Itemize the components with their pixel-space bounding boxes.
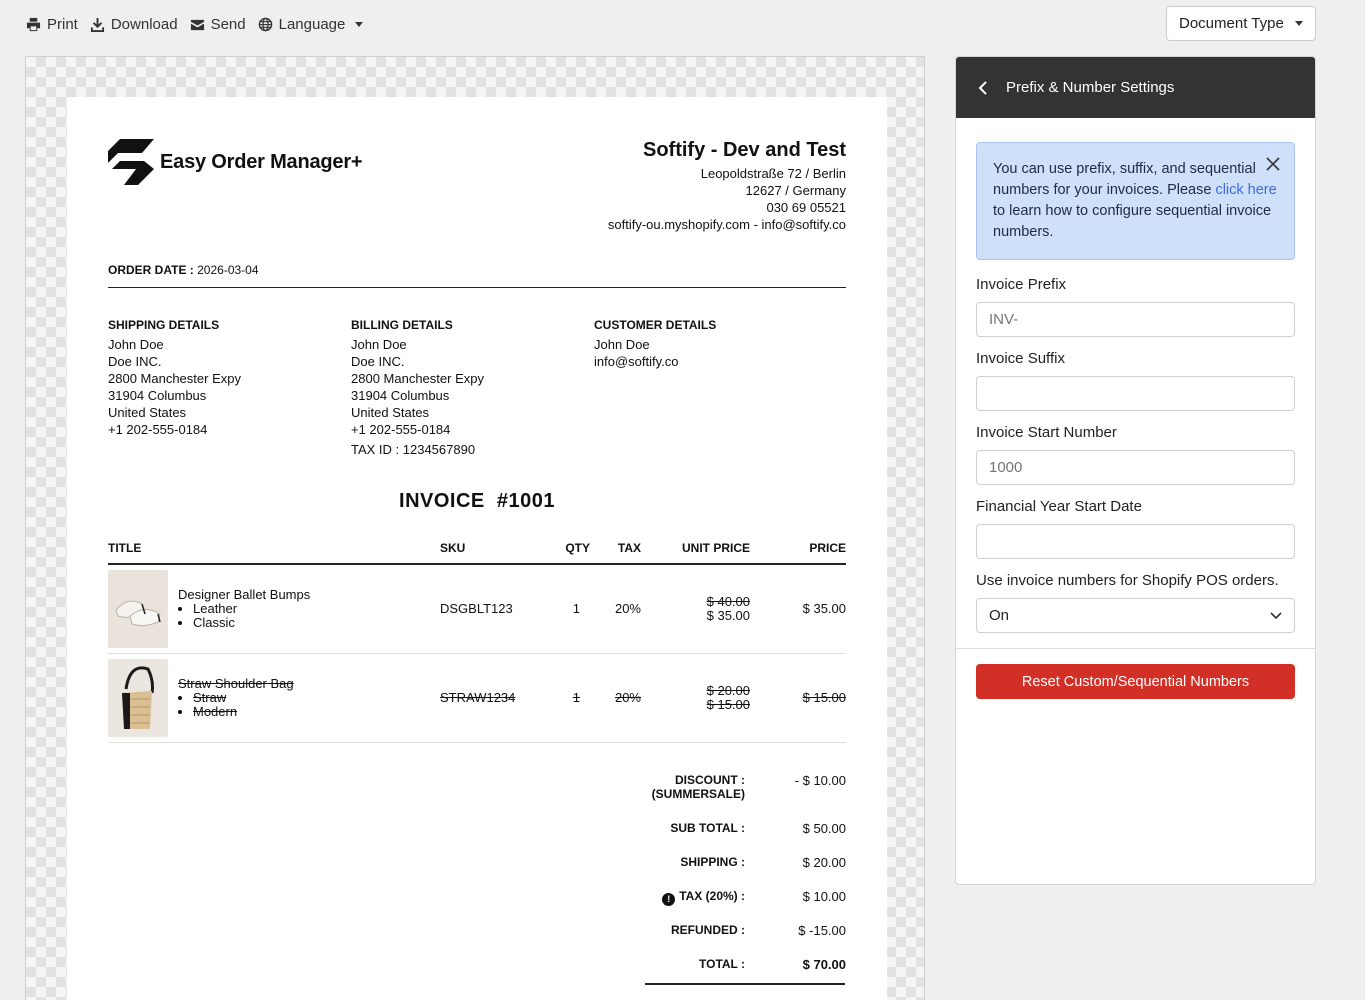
discount-value: - $ 10.00: [794, 773, 846, 788]
item-unit-price-old: $ 40.00: [706, 593, 750, 609]
item-price: $ 15.00: [750, 653, 846, 742]
total-value: $ 70.00: [802, 957, 846, 972]
billing-line: Doe INC.: [351, 354, 405, 369]
download-icon: [90, 17, 105, 32]
item-qty: 1: [540, 653, 590, 742]
download-button[interactable]: [90, 14, 178, 34]
subtotal-label: SUB TOTAL :: [670, 821, 745, 835]
billing-line: John Doe: [351, 337, 407, 352]
company-info: [608, 137, 846, 233]
company-web-email: softify-ou.myshopify.com - info@softify.co: [607, 217, 846, 232]
customer-details: [594, 317, 716, 370]
billing-line: +1 202-555-0184: [351, 422, 451, 437]
col-price: PRICE: [750, 537, 846, 564]
shipping-heading: SHIPPING DETAILS: [108, 318, 220, 332]
item-tax: 20%: [590, 564, 641, 653]
customer-line: John Doe: [594, 337, 650, 352]
shipping-line: 31904 Columbus: [108, 388, 207, 403]
refunded-row: [587, 923, 846, 957]
reset-numbers-button[interactable]: Reset Custom/Sequential Numbers: [976, 664, 1295, 699]
company-address-line: Leopoldstraße 72 / Berlin: [700, 166, 846, 181]
company-phone: 030 69 05521: [766, 200, 846, 215]
send-button[interactable]: [190, 14, 246, 34]
send-label: Send: [210, 15, 246, 33]
tax-value: $ 10.00: [802, 889, 846, 904]
item-option: • Modern: [193, 705, 294, 719]
panel-header: [956, 57, 1315, 118]
shipping-label: SHIPPING :: [680, 855, 745, 869]
header-divider: [108, 287, 846, 288]
language-label: Language: [278, 15, 346, 33]
discount-label: DISCOUNT :: [675, 773, 745, 787]
toolbar: [26, 14, 375, 34]
financial-year-start-input[interactable]: [976, 524, 1295, 559]
billing-heading: BILLING DETAILS: [351, 318, 453, 332]
invoice-paper: [67, 97, 887, 1000]
col-unit-price: UNIT PRICE: [641, 537, 750, 564]
discount-code: (SUMMERSALE): [651, 787, 745, 801]
product-image-straw-bag: [108, 659, 168, 737]
customer-heading: CUSTOMER DETAILS: [594, 318, 717, 332]
panel-title: Prefix & Number Settings: [1006, 79, 1175, 96]
panel-divider: [956, 648, 1316, 649]
refunded-value: $ -15.00: [798, 923, 846, 938]
shipping-line: 2800 Manchester Expy: [108, 371, 241, 386]
billing-line: 2800 Manchester Expy: [351, 371, 484, 386]
logo-text: Easy Order Manager+: [160, 150, 363, 173]
item-sku: STRAW1234: [440, 653, 540, 742]
item-unit-price-new: $ 35.00: [706, 607, 750, 623]
caret-down-icon: [1295, 21, 1303, 26]
caret-down-icon: [355, 22, 363, 27]
invoice-start-number-input[interactable]: [976, 450, 1295, 485]
tax-row: [587, 889, 846, 923]
refunded-label: REFUNDED :: [671, 923, 745, 937]
pos-orders-select[interactable]: [976, 598, 1295, 633]
col-tax: TAX: [590, 537, 641, 564]
product-image-ballet-shoes: [108, 570, 168, 648]
close-alert-button[interactable]: [1266, 157, 1280, 178]
table-row: [108, 564, 846, 653]
shipping-value: $ 20.00: [802, 855, 846, 870]
item-title: Designer Ballet Bumps: [178, 587, 311, 603]
item-option: • Leather: [193, 602, 310, 616]
print-label: Print: [47, 15, 78, 33]
order-date-label: ORDER DATE :: [108, 263, 194, 277]
info-icon[interactable]: !: [662, 893, 675, 906]
chevron-down-icon: [1270, 612, 1282, 620]
item-sku: DSGBLT123: [440, 564, 540, 653]
totals: [587, 773, 846, 987]
back-button[interactable]: [978, 80, 988, 96]
print-button[interactable]: [26, 14, 78, 34]
invoice-suffix-label: Invoice Suffix: [976, 350, 1065, 367]
invoice-prefix-input[interactable]: [976, 302, 1295, 337]
item-tax: 20%: [590, 653, 641, 742]
billing-details: [351, 317, 484, 458]
table-header-row: [108, 537, 846, 564]
item-option: • Classic: [193, 616, 310, 630]
alert-text: You can use prefix, suffix, and sequential numbers for your invoices. Please: [993, 161, 1256, 198]
invoice-title: INVOICE #1001: [399, 490, 555, 512]
subtotal-row: [587, 821, 846, 855]
col-title: TITLE: [108, 537, 440, 564]
item-qty: 1: [540, 564, 590, 653]
subtotal-value: $ 50.00: [802, 821, 846, 836]
document-type-dropdown[interactable]: [1166, 6, 1316, 41]
document-type-label: Document Type: [1179, 15, 1284, 32]
shipping-line: John Doe: [108, 337, 164, 352]
item-unit-price-old: $ 20.00: [706, 682, 750, 698]
click-here-link[interactable]: click here: [1215, 182, 1277, 198]
shipping-line: United States: [108, 405, 187, 420]
col-sku: SKU: [440, 537, 540, 564]
alert-text-end: to learn how to configure sequential invoice numbers.: [993, 203, 1272, 240]
billing-tax-id: TAX ID : 1234567890: [351, 442, 476, 457]
envelope-icon: [190, 17, 205, 32]
info-alert: [976, 142, 1295, 260]
shipping-line: Doe INC.: [108, 354, 162, 369]
item-price: $ 35.00: [750, 564, 846, 653]
globe-icon: [258, 17, 273, 32]
total-label: TOTAL :: [699, 957, 745, 971]
order-date: [108, 263, 259, 277]
line-items-table: [108, 537, 846, 743]
shipping-row: [587, 855, 846, 889]
col-qty: QTY: [540, 537, 590, 564]
language-dropdown[interactable]: [258, 14, 364, 34]
billing-line: United States: [351, 405, 430, 420]
total-divider: [645, 983, 845, 985]
company-name: Softify - Dev and Test: [643, 139, 846, 161]
financial-year-start-label: Financial Year Start Date: [976, 498, 1142, 515]
item-title: Straw Shoulder Bag: [178, 676, 294, 691]
download-label: Download: [110, 15, 178, 33]
discount-row: [587, 773, 846, 821]
invoice-suffix-input[interactable]: [976, 376, 1295, 411]
tax-label: TAX (20%) :: [679, 889, 745, 903]
invoice-start-number-label: Invoice Start Number: [976, 424, 1117, 441]
order-date-value: 2026-03-04: [197, 263, 259, 277]
item-option: • Straw: [193, 691, 294, 705]
chevron-left-icon: [978, 80, 988, 96]
customer-line: info@softify.co: [594, 354, 679, 369]
item-unit-price-new: $ 15.00: [706, 696, 750, 712]
invoice-preview-canvas: [25, 56, 925, 1000]
close-icon: [1266, 157, 1280, 171]
printer-icon: [26, 17, 41, 32]
company-address-line: 12627 / Germany: [745, 183, 846, 198]
shipping-line: +1 202-555-0184: [108, 422, 208, 437]
pos-orders-value: On: [989, 607, 1010, 624]
logo-mark-icon: [108, 139, 154, 185]
billing-line: 31904 Columbus: [351, 388, 450, 403]
invoice-prefix-label: Invoice Prefix: [976, 276, 1067, 293]
settings-panel: [955, 56, 1316, 885]
shipping-details: [108, 317, 241, 438]
table-row: [108, 653, 846, 742]
pos-orders-label: Use invoice numbers for Shopify POS orders.: [976, 572, 1279, 589]
logo: [108, 139, 362, 185]
